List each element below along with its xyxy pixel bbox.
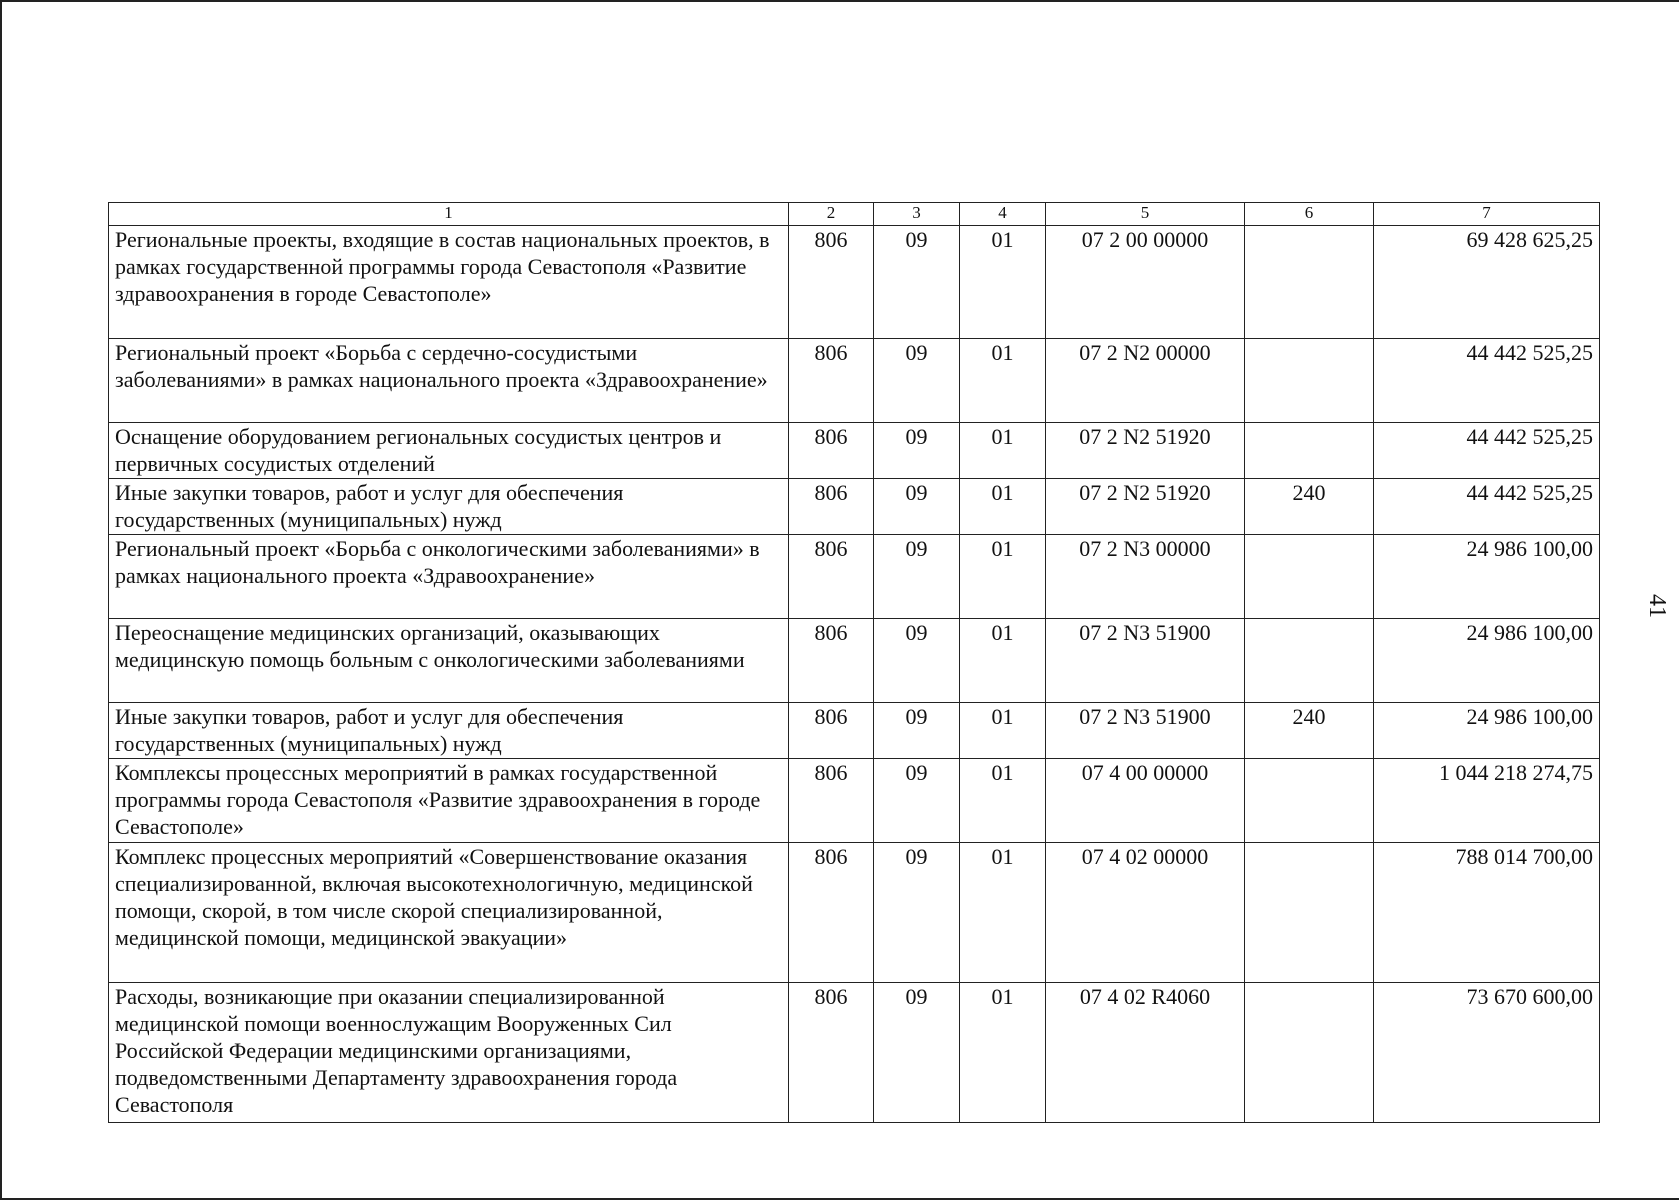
page-border-top xyxy=(0,0,1679,2)
target-article-code: 07 2 N2 51920 xyxy=(1046,423,1245,479)
subsection-code: 01 xyxy=(960,759,1046,843)
section-code: 09 xyxy=(874,339,960,423)
amount: 44 442 525,25 xyxy=(1374,479,1600,535)
target-article-code: 07 2 00 00000 xyxy=(1046,226,1245,339)
expense-description: Иные закупки товаров, работ и услуг для обеспечения государственных (муниципальных) нужд xyxy=(109,703,789,759)
ministry-code: 806 xyxy=(789,759,874,843)
expense-description: Иные закупки товаров, работ и услуг для обеспечения государственных (муниципальных) нужд xyxy=(109,479,789,535)
target-article-code: 07 4 00 00000 xyxy=(1046,759,1245,843)
table-row xyxy=(109,843,1600,983)
amount: 69 428 625,25 xyxy=(1374,226,1600,339)
amount: 73 670 600,00 xyxy=(1374,983,1600,1123)
amount: 24 986 100,00 xyxy=(1374,535,1600,619)
ministry-code: 806 xyxy=(789,479,874,535)
table-row xyxy=(109,983,1600,1123)
column-number: 5 xyxy=(1046,203,1245,226)
target-article-code: 07 2 N3 51900 xyxy=(1046,703,1245,759)
table-row xyxy=(109,479,1600,535)
expense-type-code: 240 xyxy=(1245,703,1374,759)
column-number: 4 xyxy=(960,203,1046,226)
expense-description: Комплекс процессных мероприятий «Совершенствование оказания специализированной, включая высокотехнологичную, медицинской помощи, скорой, в том числе скорой специализированной, медицинской помощи, медицинской эвакуации» xyxy=(109,843,789,983)
expense-description: Оснащение оборудованием региональных сосудистых центров и первичных сосудистых отделений xyxy=(109,423,789,479)
amount: 24 986 100,00 xyxy=(1374,619,1600,703)
amount: 788 014 700,00 xyxy=(1374,843,1600,983)
page-number: 41 xyxy=(1644,594,1670,618)
table-row xyxy=(109,535,1600,619)
subsection-code: 01 xyxy=(960,479,1046,535)
column-number: 7 xyxy=(1374,203,1600,226)
subsection-code: 01 xyxy=(960,703,1046,759)
ministry-code: 806 xyxy=(789,535,874,619)
amount: 24 986 100,00 xyxy=(1374,703,1600,759)
expense-description: Региональный проект «Борьба с сердечно-сосудистыми заболеваниями» в рамках национального проекта «Здравоохранение» xyxy=(109,339,789,423)
ministry-code: 806 xyxy=(789,619,874,703)
target-article-code: 07 2 N3 00000 xyxy=(1046,535,1245,619)
subsection-code: 01 xyxy=(960,423,1046,479)
ministry-code: 806 xyxy=(789,843,874,983)
expense-type-code xyxy=(1245,983,1374,1123)
ministry-code: 806 xyxy=(789,983,874,1123)
amount: 1 044 218 274,75 xyxy=(1374,759,1600,843)
ministry-code: 806 xyxy=(789,423,874,479)
page-border-left xyxy=(0,0,2,1200)
expense-type-code xyxy=(1245,759,1374,843)
expense-type-code xyxy=(1245,226,1374,339)
column-number: 6 xyxy=(1245,203,1374,226)
section-code: 09 xyxy=(874,226,960,339)
ministry-code: 806 xyxy=(789,226,874,339)
subsection-code: 01 xyxy=(960,843,1046,983)
amount: 44 442 525,25 xyxy=(1374,423,1600,479)
budget-table xyxy=(108,202,1600,1123)
column-number: 2 xyxy=(789,203,874,226)
expense-type-code xyxy=(1245,339,1374,423)
section-code: 09 xyxy=(874,423,960,479)
table-row xyxy=(109,759,1600,843)
section-code: 09 xyxy=(874,703,960,759)
section-code: 09 xyxy=(874,479,960,535)
expense-type-code xyxy=(1245,535,1374,619)
subsection-code: 01 xyxy=(960,619,1046,703)
expense-description: Региональные проекты, входящие в состав национальных проектов, в рамках государственной программы города Севастополя «Развитие здравоохранения в городе Севастополе» xyxy=(109,226,789,339)
target-article-code: 07 4 02 R4060 xyxy=(1046,983,1245,1123)
table-row xyxy=(109,226,1600,339)
ministry-code: 806 xyxy=(789,339,874,423)
expense-description: Региональный проект «Борьба с онкологическими заболеваниями» в рамках национального проекта «Здравоохранение» xyxy=(109,535,789,619)
section-code: 09 xyxy=(874,535,960,619)
subsection-code: 01 xyxy=(960,535,1046,619)
table-row xyxy=(109,619,1600,703)
table-row xyxy=(109,703,1600,759)
subsection-code: 01 xyxy=(960,339,1046,423)
expense-description: Расходы, возникающие при оказании специализированной медицинской помощи военнослужащим Вооруженных Сил Российской Федерации медицинскими организациями, подведомственными Департаменту здравоохранения города Севастополя xyxy=(109,983,789,1123)
expense-type-code: 240 xyxy=(1245,479,1374,535)
target-article-code: 07 2 N2 00000 xyxy=(1046,339,1245,423)
section-code: 09 xyxy=(874,619,960,703)
target-article-code: 07 2 N3 51900 xyxy=(1046,619,1245,703)
section-code: 09 xyxy=(874,983,960,1123)
column-number: 3 xyxy=(874,203,960,226)
section-code: 09 xyxy=(874,759,960,843)
column-number-row xyxy=(109,203,1600,226)
ministry-code: 806 xyxy=(789,703,874,759)
expense-type-code xyxy=(1245,423,1374,479)
expense-description: Переоснащение медицинских организаций, оказывающих медицинскую помощь больным с онкологическими заболеваниями xyxy=(109,619,789,703)
column-number: 1 xyxy=(109,203,789,226)
table-row xyxy=(109,339,1600,423)
amount: 44 442 525,25 xyxy=(1374,339,1600,423)
section-code: 09 xyxy=(874,843,960,983)
expense-type-code xyxy=(1245,619,1374,703)
target-article-code: 07 4 02 00000 xyxy=(1046,843,1245,983)
subsection-code: 01 xyxy=(960,983,1046,1123)
subsection-code: 01 xyxy=(960,226,1046,339)
table-row xyxy=(109,423,1600,479)
target-article-code: 07 2 N2 51920 xyxy=(1046,479,1245,535)
expense-description: Комплексы процессных мероприятий в рамках государственной программы города Севастополя «Развитие здравоохранения в городе Севастополе» xyxy=(109,759,789,843)
expense-type-code xyxy=(1245,843,1374,983)
